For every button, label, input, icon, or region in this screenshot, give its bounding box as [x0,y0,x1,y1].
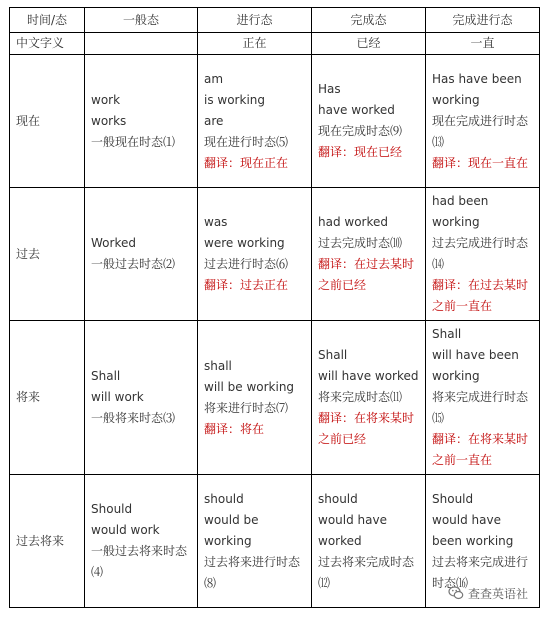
cell-translation: 翻译：在将来某时 [432,432,529,446]
cell-present-perfect-progressive [426,55,540,188]
cell-line: 现在进行时态⑸ [204,134,289,149]
cell-line: been working [432,533,514,548]
cell-translation: 翻译：在过去某时 [318,257,415,271]
cell-line: am [204,71,224,86]
cell-line: shall [204,358,232,373]
meaning-progressive: 正在 [198,33,312,55]
tense-row-past [10,188,540,321]
meaning-row [10,33,540,55]
cell-future-in-past-progressive [198,475,312,608]
tense-table [9,7,540,608]
cell-line: would be [204,512,259,527]
cell-line: had been [432,194,489,208]
cell-line: are [204,113,224,128]
cell-line: had worked [318,215,389,229]
cell-line: working [432,369,480,383]
watermark [448,583,528,603]
cell-line: have worked [318,103,395,117]
cell-translation: 翻译：现在正在 [204,155,289,170]
cell-line: works [91,113,127,128]
cell-line: working [432,92,480,107]
cell-line: 一般过去时态⑵ [91,257,176,271]
header-perfect: 完成态 [312,8,426,33]
cell-translation: 翻译：现在一直在 [432,155,529,170]
cell-future-perfect-progressive [426,321,540,475]
cell-line: 一般现在时态⑴ [91,134,176,149]
cell-line: will work [91,390,144,404]
header-general: 一般态 [85,8,198,33]
cell-line: Should [91,502,133,516]
cell-present-perfect [312,55,426,188]
cell-line: Has [318,82,341,96]
watermark-text: 查查英语社 [468,586,529,601]
cell-present-progressive [198,55,312,188]
cell-line: 过去完成时态⑽ [318,236,403,250]
cell-line: 将来进行时态⑺ [204,400,289,415]
cell-translation: 翻译：现在已经 [318,145,403,159]
cell-line: Should [432,491,474,506]
cell-line: should [318,491,358,506]
cell-line: Shall [318,348,348,362]
cell-line: Shall [432,327,462,341]
header-time-aspect: 时间/态 [10,8,85,33]
cell-line: should [204,491,244,506]
cell-future-progressive [198,321,312,475]
cell-line: worked [318,533,362,548]
row-label-future-in-past: 过去将来 [10,475,85,608]
cell-future-perfect [312,321,426,475]
cell-line: 现在完成进行时态 [432,113,529,128]
header-row [10,8,540,33]
cell-line: will be working [204,379,295,394]
cell-translation: 之前一直在 [432,299,493,313]
row-label-future: 将来 [10,321,85,475]
tense-row-present [10,55,540,188]
cell-translation: 翻译：在过去某时 [432,278,529,292]
cell-future-general [85,321,198,475]
cell-past-general [85,188,198,321]
cell-line: would have [318,512,387,527]
cell-present-general [85,55,198,188]
cell-line: 过去将来进行时态 [204,554,301,569]
row-label-past: 过去 [10,188,85,321]
cell-word: Has have been [432,71,522,86]
header-perfect-progressive: 完成进行态 [426,8,540,33]
cell-past-perfect-progressive [426,188,540,321]
cell-line: 过去完成进行时态 [432,236,529,250]
cell-line: work [91,92,121,107]
cell-line: would have [432,512,501,527]
meaning-label: 中文字义 [10,33,85,55]
cell-line: 一般将来时态⑶ [91,411,176,425]
cell-line: ⑻ [204,575,217,590]
meaning-general [85,33,198,55]
cell-line: 现在完成时态⑼ [318,124,403,138]
meaning-perfect: 已经 [312,33,426,55]
cell-line: 一般过去将来时态 [91,544,188,558]
meaning-perfect-progressive: 一直 [426,33,540,55]
cell-translation: 翻译：过去正在 [204,278,289,292]
cell-line: 将来完成时态⑾ [318,390,403,404]
cell-translation: 之前已经 [318,432,367,446]
header-progressive: 进行态 [198,8,312,33]
cell-translation: 之前已经 [318,278,367,292]
cell-future-in-past-general [85,475,198,608]
row-label-present: 现在 [10,55,85,188]
cell-line: ⒀ [432,134,445,149]
cell-line: ⑷ [91,565,104,579]
cell-line: working [432,215,480,229]
cell-line: ⒂ [432,411,445,425]
cell-line: is working [204,92,265,107]
cell-line: 过去将来完成进行 [432,554,529,569]
cell-translation: 翻译：在将来某时 [318,411,415,425]
cell-line: will have been [432,348,519,362]
tense-row-future [10,321,540,475]
cell-translation: 之前一直在 [432,453,493,467]
cell-past-perfect [312,188,426,321]
cell-line: ⑿ [318,575,331,590]
cell-future-in-past-perfect [312,475,426,608]
cell-line: will have worked [318,369,419,383]
cell-line: was [204,215,228,229]
cell-line: 时态⒃ [432,575,469,590]
cell-line: Shall [91,369,121,383]
cell-line: 过去进行时态⑹ [204,257,289,271]
wechat-icon [448,585,464,601]
cell-line: were working [204,236,285,250]
cell-line: working [204,533,252,548]
cell-line: 将来完成进行时态 [432,390,529,404]
cell-translation: 翻译：将在 [204,421,265,436]
cell-line: would work [91,523,160,537]
cell-past-progressive [198,188,312,321]
cell-line: ⒁ [432,257,445,271]
cell-line: Worked [91,236,136,250]
cell-line: 过去将来完成时态 [318,554,415,569]
cell-line [432,69,533,90]
